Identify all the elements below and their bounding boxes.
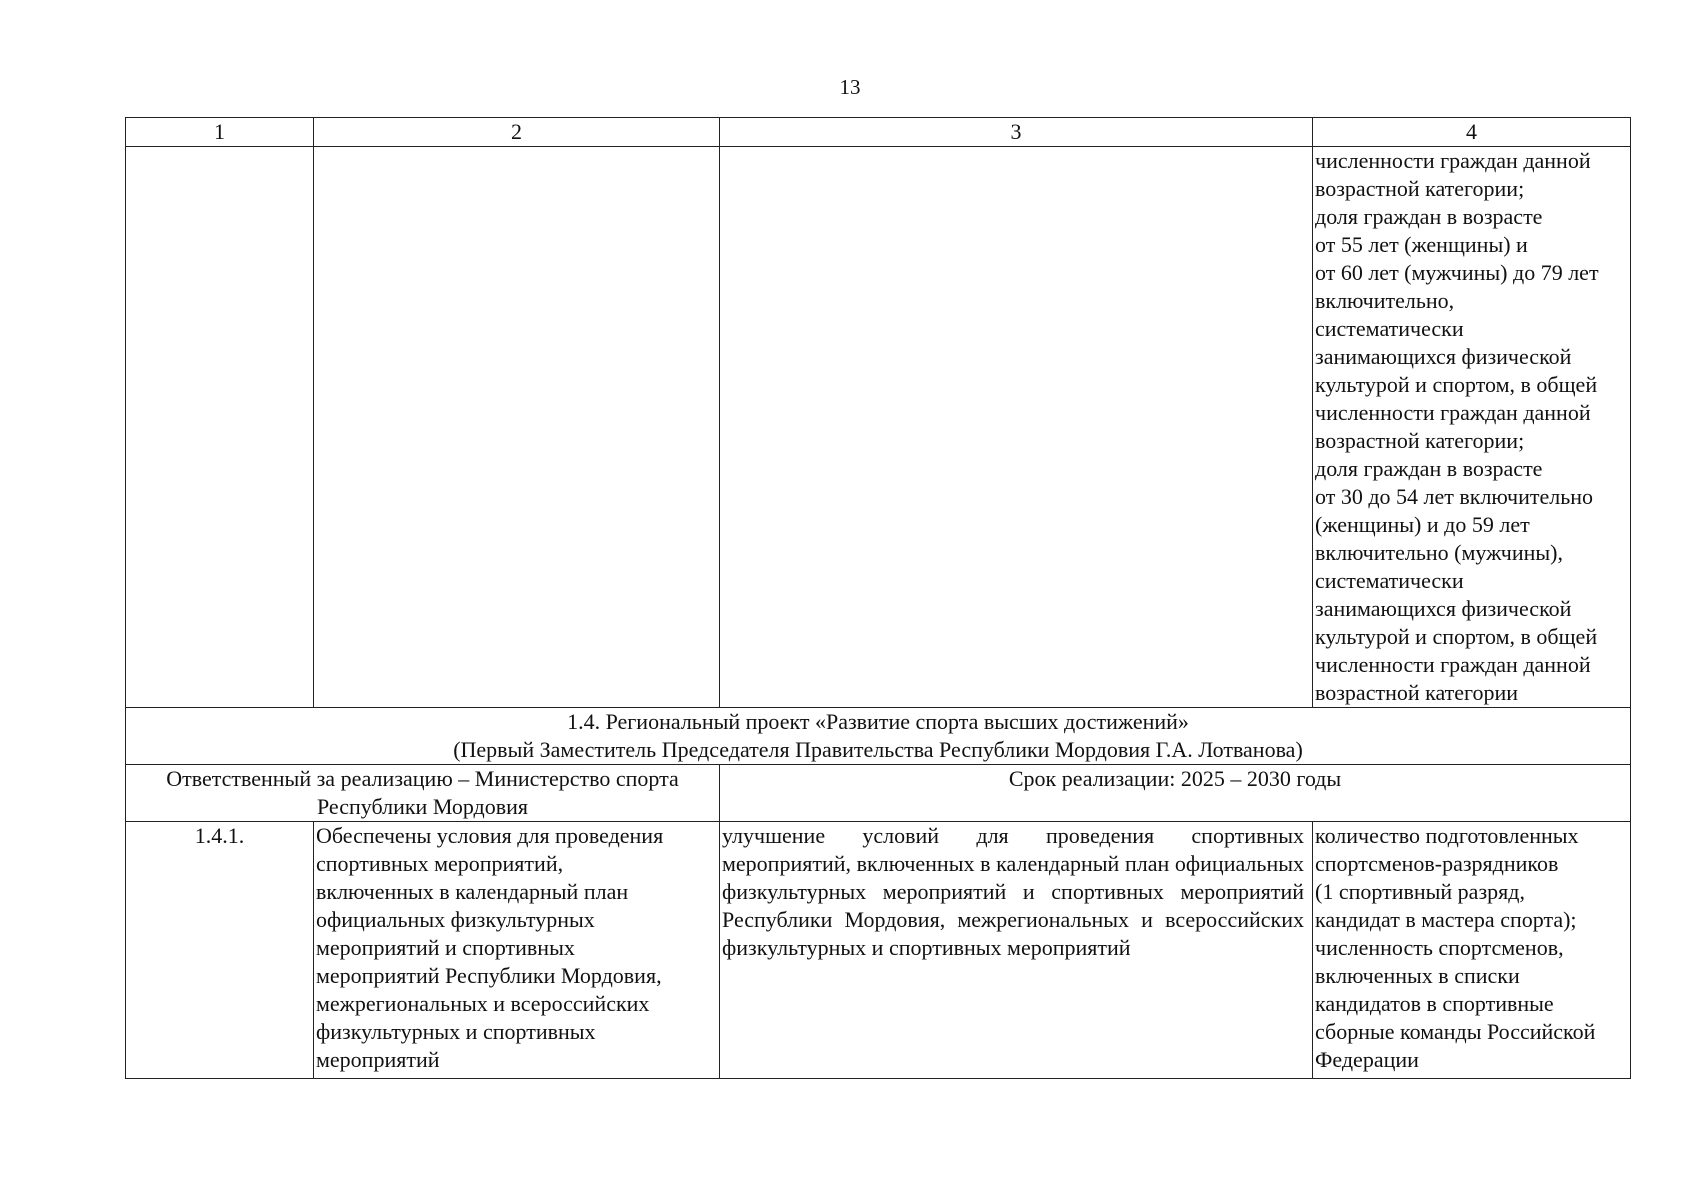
indicator-line: спортсменов-разрядников [1315,851,1559,876]
continued-cell-3 [720,147,1313,708]
indicator-line: культурой и спортом, в общей [1315,372,1598,397]
continued-cell-2 [314,147,720,708]
item-task-cell [314,822,720,1079]
indicator-line: численности граждан данной [1315,148,1591,173]
page-number: 13 [839,75,861,99]
indicator-line: возрастной категории [1315,680,1519,705]
item-row [126,822,1631,1079]
document-table [125,117,1631,1079]
item-effect-cell: улучшение условий для проведения спортивных мероприятий, включенных в календарный план официальных физкультурных мероприятий и спортивных мероприятий Республики Мордовия, межрегиональных и всероссийских физкультурных и спортивных мероприятий [720,822,1313,1079]
indicator-line: культурой и спортом, в общей [1315,624,1598,649]
indicator-line: численности граждан данной [1315,652,1591,677]
task-line: мероприятий и спортивных [316,935,575,960]
task-line: спортивных мероприятий, [316,851,564,876]
task-line: включенных в календарный план [316,879,629,904]
indicator-line: возрастной категории; [1315,176,1525,201]
item-indicator-cell [1313,822,1631,1079]
task-line: мероприятий Республики Мордовия, [316,963,662,988]
indicator-line: (1 спортивный разряд, [1315,879,1525,904]
item-number: 1.4.1. [126,822,314,1079]
indicator-line: численности граждан данной [1315,400,1591,425]
indicator-line: кандидат в мастера спорта); [1315,907,1577,932]
indicator-line: Федерации [1315,1047,1419,1072]
term-text: Срок реализации: 2025 – 2030 годы [1008,766,1342,791]
responsibility-row [126,765,1631,822]
indicator-line: включительно, [1315,288,1455,313]
indicator-line: занимающихся физической [1315,344,1572,369]
term-cell [720,765,1631,822]
indicator-line: численность спортсменов, [1315,935,1564,960]
responsible-cell [126,765,720,822]
task-line: межрегиональных и всероссийских [316,991,650,1016]
indicator-line: от 55 лет (женщины) и [1315,232,1528,257]
indicator-line: сборные команды Российской [1315,1019,1596,1044]
task-line: Обеспечены условия для проведения [316,823,664,848]
indicator-line: количество подготовленных [1315,823,1579,848]
task-line: официальных физкультурных [316,907,595,932]
continued-row [126,147,1631,708]
column-header-2: 2 [314,118,720,147]
section-subtitle: (Первый Заместитель Председателя Правительства Республики Мордовия Г.А. Лотванова) [453,737,1303,762]
indicator-line: возрастной категории; [1315,428,1525,453]
indicator-line: от 60 лет (мужчины) до 79 лет [1315,260,1599,285]
indicator-line: включительно (мужчины), [1315,540,1563,565]
continued-cell-1 [126,147,314,708]
indicator-line: занимающихся физической [1315,596,1572,621]
indicator-line: кандидатов в спортивные [1315,991,1554,1016]
column-header-3: 3 [720,118,1313,147]
column-header-row [126,118,1631,147]
responsible-line-1: Ответственный за реализацию – Министерство спорта [166,766,679,791]
section-row [126,708,1631,765]
section-heading-cell [126,708,1631,765]
section-title: 1.4. Региональный проект «Развитие спорта высших достижений» [567,709,1189,734]
indicator-line: доля граждан в возрасте [1315,204,1543,229]
task-line: мероприятий [316,1047,440,1072]
indicator-line: систематически [1315,568,1464,593]
indicator-line: доля граждан в возрасте [1315,456,1543,481]
continued-cell-4 [1313,147,1631,708]
indicator-line: от 30 до 54 лет включительно [1315,484,1594,509]
indicator-line: включенных в списки [1315,963,1520,988]
column-header-4: 4 [1313,118,1631,147]
task-line: физкультурных и спортивных [316,1019,596,1044]
responsible-line-2: Республики Мордовия [316,794,529,819]
indicator-line: систематически [1315,316,1464,341]
indicator-line: (женщины) и до 59 лет [1315,512,1530,537]
column-header-1: 1 [126,118,314,147]
